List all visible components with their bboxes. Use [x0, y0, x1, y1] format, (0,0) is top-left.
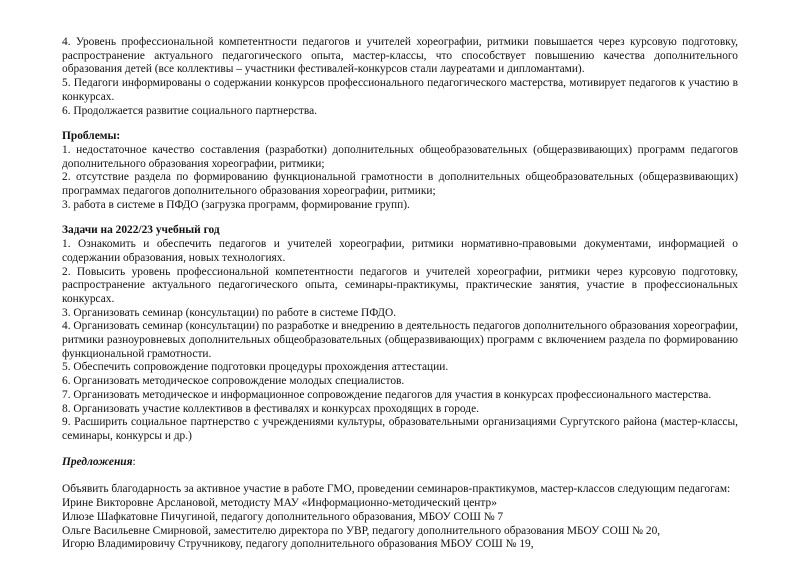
- proposal-line: Илюзе Шафкатовне Пичугиной, педагогу дополнительного образования, МБОУ СОШ № 7: [62, 510, 504, 523]
- problem-item: 1. недостаточное качество составления (разработки) дополнительных общеобразовательных (общеразвивающих) программ педагогов дополнительного образования хореографии, ритмики;: [62, 143, 738, 170]
- result-item: 5. Педагоги информированы о содержании конкурсов профессионального педагогического мастерства, мотивирует педагогов к участию в конкурсах.: [62, 77, 738, 103]
- task-item: 5. Обеспечить сопровождение подготовки процедуры прохождения аттестации.: [62, 361, 449, 374]
- task-item: 3. Организовать семинар (консультации) по работе в системе ПФДО.: [62, 306, 397, 319]
- task-item: 4. Организовать семинар (консультации) по разработке и внедрению в деятельность педагогов дополнительного образования хореографии, ритмики разноуровневых дополнительных общеобразовательных (общеразвивающих) программ с включением раздела по формированию функциональной грамотности.: [62, 320, 738, 360]
- task-item: 9. Расширить социальное партнерство с учреждениями культуры, образовательными организациями Сургутского района (мастер-классы, семинары, конкурсы и др.): [62, 416, 738, 442]
- proposal-line: Ольге Васильевне Смирновой, заместителю директора по УВР, педагогу дополнительного образования МБОУ СОШ № 20,: [62, 524, 661, 537]
- tasks-heading: Задачи на 2022/23 учебный год: [62, 224, 220, 237]
- document-page: [62, 36, 738, 552]
- task-item: 1. Ознакомить и обеспечить педагогов и учителей хореографии, ритмики нормативно-правовыми документами, информацией о содержании образования, новых технологиях.: [62, 238, 738, 264]
- task-item: 6. Организовать методическое сопровождение молодых специалистов.: [62, 375, 405, 388]
- proposal-line: Объявить благодарность за активное участие в работе ГМО, проведении семинаров-практикумов, мастер-классов следующим педагогам:: [62, 483, 731, 496]
- task-item: 7. Организовать методическое и информационное сопровождение педагогов для участия в конкурсах профессионального мастерства.: [62, 388, 712, 401]
- task-item: 2. Повысить уровень профессиональной компетентности педагогов и учителей хореографии, ритмики через курсовую подготовку, распространение актуального педагогического опыта, семинары-практикумы, практические занятия, участие в профессиональных конкурсах.: [62, 265, 738, 305]
- proposals-heading-colon: :: [132, 455, 136, 468]
- result-item: 6. Продолжается развитие социального партнерства.: [62, 104, 318, 117]
- problem-item: 3. работа в системе в ПФДО (загрузка программ, формирование групп).: [62, 198, 410, 211]
- result-item: 4. Уровень профессиональной компетентности педагогов и учителей хореографии, ритмики повышается через курсовую подготовку, распространение актуального педагогического опыта, мастер-классы, что способствует повышению качества дополнительного образования детей (все коллективы – участники фестивалей-конкурсов стали лауреатами и дипломантами).: [62, 36, 738, 76]
- problems-heading: Проблемы:: [62, 130, 121, 143]
- proposal-line: Ирине Викторовне Арслановой, методисту МАУ «Информационно-методический центр»: [62, 497, 497, 510]
- proposal-line: Игорю Владимировичу Стручникову, педагогу дополнительного образования МБОУ СОШ № 19,: [62, 538, 534, 551]
- proposals-heading: Предложения: [62, 455, 133, 468]
- problem-item: 2. отсутствие раздела по формированию функциональной грамотности в дополнительных общеобразовательных (общеразвивающих) программах педагогов дополнительного образования хореографии, ритмики;: [62, 171, 738, 198]
- proposals-heading-line: [62, 456, 738, 470]
- task-item: 8. Организовать участие коллективов в фестивалях и конкурсах проходящих в городе.: [62, 402, 480, 415]
